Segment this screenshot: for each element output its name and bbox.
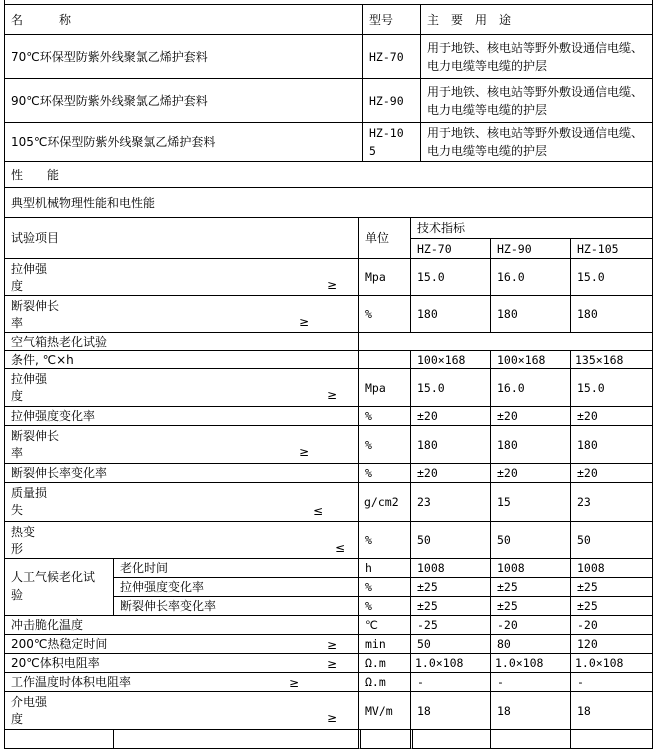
header-usage-label: 主 要 用 途: [427, 12, 512, 27]
item-cell: [4, 634, 359, 654]
item-cell: [4, 521, 359, 559]
section-title: [4, 161, 653, 188]
item-label: 介电强: [11, 695, 48, 709]
unit-cell: [358, 258, 411, 296]
unit-cell: [358, 368, 411, 407]
unit-cell: [358, 406, 411, 426]
header-model-label: HZ-90: [497, 241, 532, 256]
value: 50: [417, 637, 431, 651]
unit-cell: [358, 596, 411, 616]
unit-cell: [358, 672, 411, 692]
value: 15.0: [417, 380, 445, 395]
item-label: 拉伸强: [11, 372, 48, 386]
value-cell: [490, 368, 571, 407]
unit-cell: [358, 577, 411, 597]
item-cell: [4, 615, 359, 635]
value-cell: [570, 596, 653, 616]
value-cell: [570, 672, 653, 692]
unit-label: %: [365, 580, 372, 594]
item-label: 拉伸强: [11, 262, 48, 276]
item-cell: [4, 463, 359, 483]
value: -20: [497, 618, 518, 632]
value-cell: [410, 653, 491, 673]
value-cell: [410, 425, 491, 464]
unit-cell: [358, 634, 411, 654]
header-model: [362, 4, 421, 35]
value: -: [417, 675, 424, 689]
value-cell: [490, 672, 571, 692]
value-cell: [570, 558, 653, 578]
value-cell: [490, 350, 571, 369]
value: -: [497, 675, 504, 689]
product-model: HZ-105: [369, 126, 404, 158]
product-usage: 用于地铁、核电站等野外敷设通信电缆、电力电缆等电缆的护层: [427, 126, 644, 158]
item-cell: [4, 350, 359, 369]
empty-cell: [410, 729, 491, 749]
value-cell: [410, 368, 491, 407]
item-cell: [4, 406, 359, 426]
value-cell: [410, 406, 491, 426]
value-cell: [570, 577, 653, 597]
product-model: HZ-90: [369, 93, 404, 108]
value: 18: [577, 703, 591, 718]
value: 1008: [417, 561, 445, 575]
value: ±20: [417, 466, 438, 480]
header-name: [4, 4, 363, 35]
value: 180: [497, 437, 518, 452]
item-label: 工作温度时体积电阻率: [11, 675, 132, 689]
value: 135×168: [575, 352, 624, 367]
product-name: 90℃环保型防紫外线聚氯乙烯护套料: [11, 93, 208, 108]
header-model-label: 型号: [369, 12, 394, 27]
product-name-cell: [4, 78, 363, 123]
header-spec-label: 技术指标: [417, 221, 466, 235]
item-label: 断裂伸长: [11, 429, 60, 443]
value-cell: [490, 577, 571, 597]
item-cell: [4, 368, 359, 407]
item-label: 断裂伸长率变化率: [120, 599, 217, 613]
item-cell: [4, 258, 359, 296]
value-cell: [410, 521, 491, 559]
value-cell: [490, 558, 571, 578]
item-label: 拉伸强度变化率: [120, 580, 205, 594]
value-cell: [570, 295, 653, 333]
group-label-cell: [4, 558, 114, 616]
value-cell: [410, 672, 491, 692]
value: -20: [577, 618, 598, 632]
value-cell: [410, 577, 491, 597]
value-cell: [410, 596, 491, 616]
value: ±20: [577, 409, 598, 423]
value: 100×168: [417, 352, 466, 367]
item-label: 率: [11, 316, 24, 330]
item-label: 老化时间: [120, 561, 169, 575]
product-name: 70℃环保型防紫外线聚氯乙烯护套料: [11, 49, 208, 64]
item-label: 条件, ℃×h: [11, 352, 74, 367]
header-model-hz90: [490, 238, 571, 259]
unit-cell: [358, 482, 411, 522]
value: ±20: [497, 409, 518, 423]
value: 15: [497, 495, 511, 509]
item-cell: [4, 482, 359, 522]
item-label: 20℃体积电阻率: [11, 656, 100, 670]
value-cell: [410, 463, 491, 483]
item-cell: [4, 425, 359, 464]
item-label: 空气箱热老化试验: [11, 334, 108, 349]
comparator: ≤: [313, 504, 324, 518]
value-cell: [570, 258, 653, 296]
section-subtitle-label: 典型机械物理性能和电性能: [11, 195, 156, 210]
unit-label: %: [365, 307, 372, 321]
value-cell: [490, 634, 571, 654]
header-spec: [410, 217, 653, 239]
unit-cell: [358, 653, 411, 673]
value: 180: [417, 307, 438, 321]
product-usage-cell: [420, 122, 653, 162]
value-cell: [410, 482, 491, 522]
value: 80: [497, 637, 511, 651]
value: -: [577, 675, 584, 689]
value: 180: [417, 437, 438, 452]
value: 1008: [497, 561, 525, 575]
item-label: 度: [11, 279, 24, 293]
value: ±25: [497, 580, 518, 594]
value-cell: [490, 295, 571, 333]
value-cell: [490, 463, 571, 483]
unit-label: %: [365, 409, 372, 423]
comparator: ≤: [335, 541, 346, 555]
header-item-label: 试验项目: [11, 231, 60, 245]
value-cell: [570, 615, 653, 635]
item-cell: [113, 558, 359, 578]
header-model-label: HZ-105: [577, 241, 619, 256]
item-label: 断裂伸长率变化率: [11, 466, 108, 480]
value: 18: [417, 703, 431, 718]
unit-label: %: [365, 599, 372, 613]
value-cell: [410, 258, 491, 296]
unit-cell: [358, 350, 411, 369]
empty-cell: [4, 729, 114, 749]
value-cell: [570, 691, 653, 730]
value-cell: [490, 258, 571, 296]
value: -25: [417, 618, 438, 632]
header-unit-label: 单位: [365, 231, 390, 245]
item-label: 200℃热稳定时间: [11, 637, 108, 651]
item-label: 度: [11, 389, 24, 403]
comparator: ≥: [327, 638, 338, 652]
value: 180: [577, 307, 598, 321]
group-label: 验: [11, 588, 24, 602]
unit-cell: [358, 425, 411, 464]
product-usage: 用于地铁、核电站等野外敷设通信电缆、电力电缆等电缆的护层: [427, 84, 644, 117]
product-usage-cell: [420, 78, 653, 123]
item-cell: [4, 295, 359, 333]
value: 50: [577, 533, 591, 547]
header-name-label: 名 称: [11, 12, 72, 27]
item-label: 质量损: [11, 486, 48, 500]
value: 23: [417, 495, 431, 509]
value: 18: [497, 703, 511, 718]
comparator: ≥: [299, 315, 310, 329]
value: ±25: [497, 599, 518, 613]
product-name-cell: [4, 122, 363, 162]
value: ±25: [577, 580, 598, 594]
value: 16.0: [497, 270, 525, 284]
value: 50: [497, 533, 511, 547]
unit-label: %: [365, 437, 372, 452]
empty-cell: [490, 729, 571, 749]
value: 15.0: [417, 270, 445, 284]
item-cell: [4, 332, 359, 351]
comparator: ≥: [327, 388, 338, 402]
value: 100×168: [497, 352, 546, 367]
value-cell: [570, 634, 653, 654]
value-cell: [410, 691, 491, 730]
value: 120: [577, 637, 598, 651]
item-label: 形: [11, 542, 24, 556]
value-cell: [490, 521, 571, 559]
comparator: ≥: [327, 278, 338, 292]
value: 180: [577, 437, 598, 452]
value-cell: [490, 615, 571, 635]
group-label: 人工气候老化试: [11, 570, 96, 584]
unit-label: Ω.m: [365, 675, 386, 689]
value-cell: [570, 425, 653, 464]
unit-cell: [358, 521, 411, 559]
value-cell: [570, 653, 653, 673]
value: 50: [417, 533, 431, 547]
product-usage: 用于地铁、核电站等野外敷设通信电缆、电力电缆等电缆的护层: [427, 40, 644, 73]
value-cell: [570, 350, 653, 369]
item-cell: [113, 596, 359, 616]
product-model: HZ-70: [369, 49, 404, 64]
unit-label: min: [365, 637, 386, 651]
comparator: ≥: [289, 676, 300, 690]
value-cell: [570, 406, 653, 426]
header-model-hz70: [410, 238, 491, 259]
empty-cell: [358, 729, 411, 749]
value-cell: [570, 482, 653, 522]
comparator: ≥: [299, 445, 310, 459]
header-usage: [420, 4, 653, 35]
product-model-cell: [362, 34, 421, 79]
value: ±25: [577, 599, 598, 613]
value: 16.0: [497, 380, 525, 395]
value: ±25: [417, 580, 438, 594]
item-label: 失: [11, 503, 24, 517]
unit-cell: [358, 295, 411, 333]
value-cell: [490, 406, 571, 426]
unit-cell: [358, 691, 411, 730]
unit-cell: [358, 558, 411, 578]
product-model-cell: [362, 122, 421, 162]
value: 1.0×108: [495, 656, 544, 670]
value-cell: [570, 463, 653, 483]
item-label: 热变: [11, 525, 36, 539]
item-label: 冲击脆化温度: [11, 618, 84, 632]
comparator: ≥: [327, 711, 338, 725]
unit-label: %: [365, 466, 372, 480]
unit-cell: [358, 615, 411, 635]
value-cell: [490, 482, 571, 522]
value-cell: [410, 350, 491, 369]
item-label: 度: [11, 712, 24, 726]
value: ±20: [577, 466, 598, 480]
comparator: ≥: [327, 657, 338, 671]
value: 1.0×108: [415, 656, 464, 670]
unit-label: Ω.m: [365, 656, 386, 670]
item-label: 率: [11, 446, 24, 460]
value: ±25: [417, 599, 438, 613]
product-usage-cell: [420, 34, 653, 79]
item-cell: [4, 672, 359, 692]
product-model-cell: [362, 78, 421, 123]
unit-label: %: [365, 533, 372, 547]
value: 1008: [577, 561, 605, 575]
section-title-label: 性 能: [11, 167, 60, 182]
value-cell: [570, 368, 653, 407]
value-cell: [490, 425, 571, 464]
unit-label: h: [365, 561, 372, 575]
value: 1.0×108: [575, 656, 624, 670]
header-model-hz105: [570, 238, 653, 259]
empty-cell: [358, 332, 653, 351]
value: ±20: [497, 466, 518, 480]
item-cell: [113, 577, 359, 597]
value-cell: [490, 653, 571, 673]
unit-label: Mpa: [365, 270, 386, 284]
value-cell: [490, 596, 571, 616]
header-unit: [358, 217, 411, 259]
value: 15.0: [577, 380, 605, 395]
value-cell: [570, 521, 653, 559]
header-model-label: HZ-70: [417, 241, 452, 256]
item-label: 拉伸强度变化率: [11, 409, 96, 423]
value-cell: [490, 691, 571, 730]
item-cell: [4, 691, 359, 730]
unit-cell: [358, 463, 411, 483]
value-cell: [410, 615, 491, 635]
unit-label: MV/m: [365, 703, 393, 718]
item-label: 断裂伸长: [11, 299, 60, 313]
unit-label: ℃: [365, 618, 378, 632]
value-cell: [410, 634, 491, 654]
value: ±20: [417, 409, 438, 423]
value-cell: [410, 295, 491, 333]
header-item: [4, 217, 359, 259]
item-cell: [4, 653, 359, 673]
value-cell: [410, 558, 491, 578]
empty-cell: [570, 729, 653, 749]
value: 23: [577, 495, 591, 509]
value: 15.0: [577, 270, 605, 284]
unit-label: Mpa: [365, 380, 386, 395]
value: 180: [497, 307, 518, 321]
product-name-cell: [4, 34, 363, 79]
section-subtitle: [4, 187, 653, 218]
product-name: 105℃环保型防紫外线聚氯乙烯护套料: [11, 135, 216, 149]
unit-label: g/cm2: [364, 495, 399, 509]
empty-cell: [113, 729, 359, 749]
